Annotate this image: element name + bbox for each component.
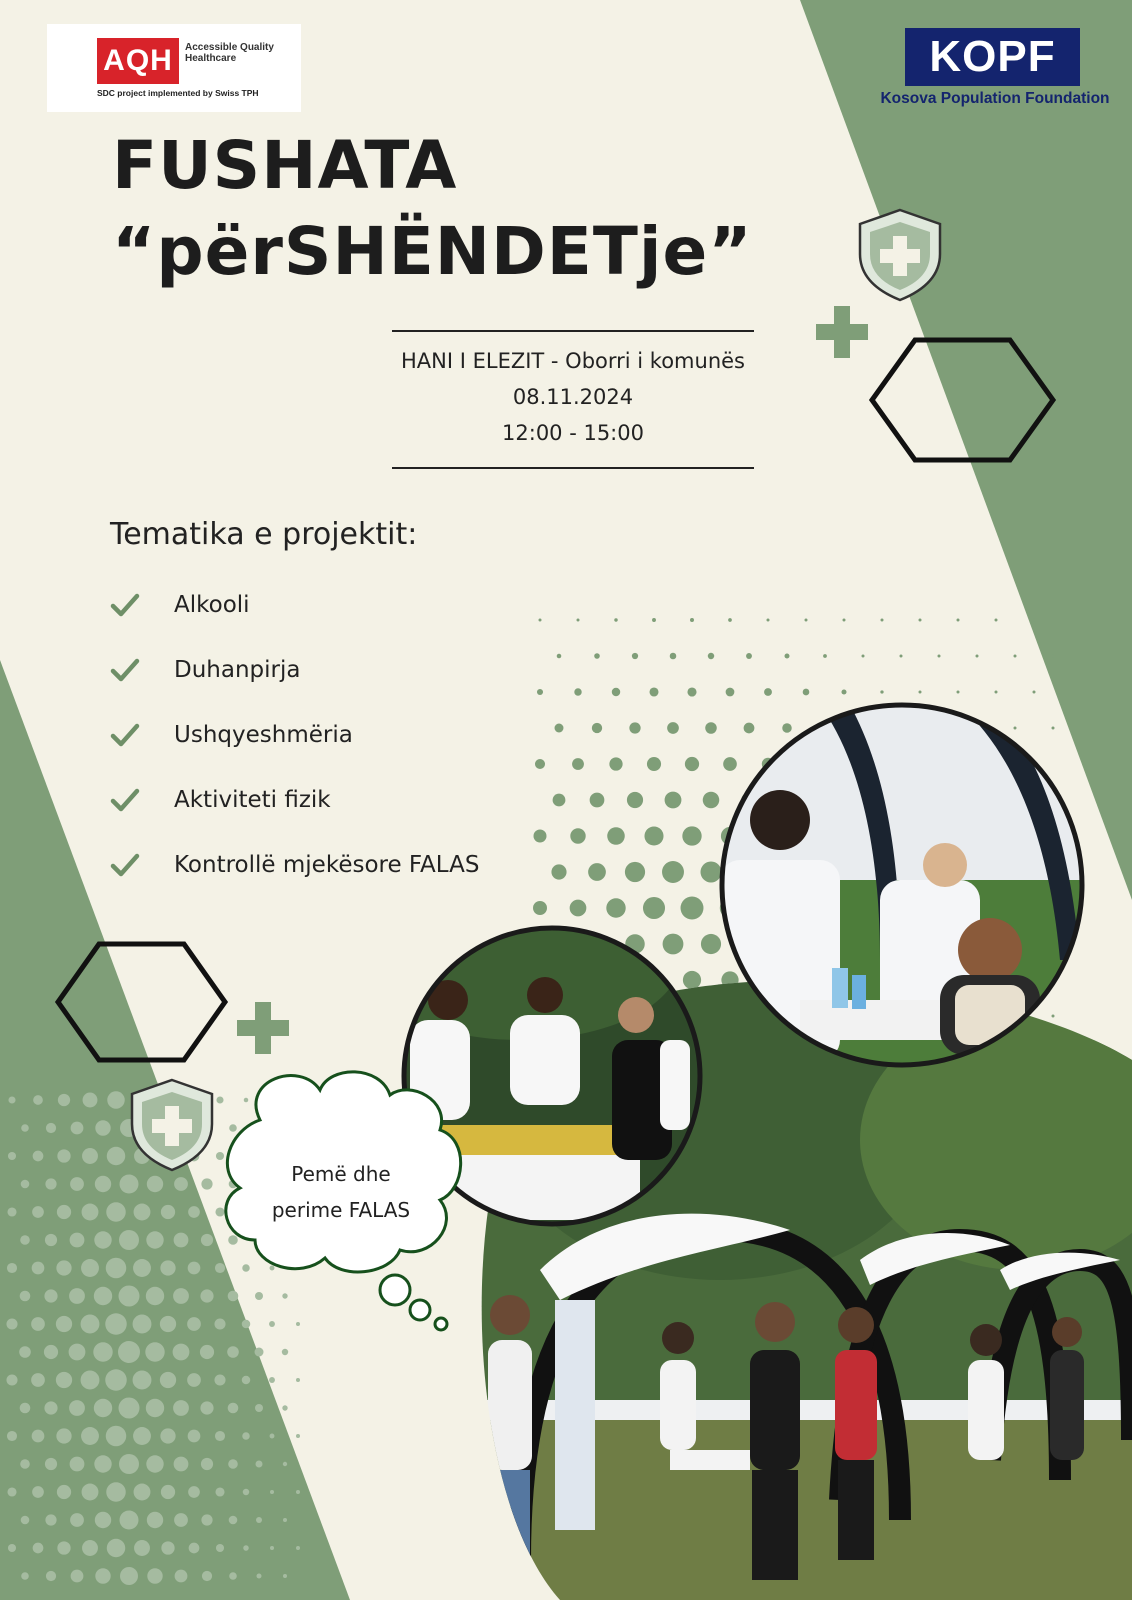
halftone-dot	[670, 653, 677, 660]
halftone-dot	[256, 1517, 262, 1523]
halftone-dot	[708, 653, 714, 659]
halftone-dot	[255, 1404, 263, 1412]
halftone-dot	[134, 1204, 151, 1221]
halftone-dot	[282, 1293, 287, 1298]
halftone-dot	[663, 934, 684, 955]
halftone-dot	[8, 1544, 16, 1552]
halftone-dot	[33, 1543, 44, 1554]
halftone-dot	[662, 861, 684, 883]
halftone-dot	[94, 1399, 112, 1417]
halftone-dot	[283, 1574, 287, 1578]
kopf-logo-name: Kosova Population Foundation	[880, 90, 1110, 107]
halftone-dot	[242, 1264, 250, 1272]
halftone-dot	[70, 1457, 85, 1472]
halftone-dot	[174, 1457, 189, 1472]
halftone-dot	[134, 1540, 150, 1556]
halftone-dot	[588, 863, 606, 881]
halftone-dot	[119, 1454, 139, 1474]
halftone-dot	[609, 757, 622, 770]
halftone-dot	[665, 792, 682, 809]
halftone-dot	[119, 1398, 140, 1419]
halftone-dot	[188, 1206, 200, 1218]
halftone-dot	[69, 1288, 85, 1304]
halftone-dot	[146, 1455, 163, 1472]
halftone-dot	[229, 1516, 238, 1525]
halftone-dot	[283, 1518, 287, 1522]
halftone-dot	[957, 691, 960, 694]
topics-heading: Tematika e projektit:	[110, 517, 418, 552]
topic-item	[110, 588, 590, 628]
halftone-dot	[535, 759, 545, 769]
halftone-dot	[45, 1178, 56, 1189]
halftone-dot	[995, 691, 998, 694]
plus-icon-left	[237, 1002, 289, 1054]
halftone-dot	[160, 1316, 176, 1332]
halftone-dot	[147, 1176, 163, 1192]
halftone-dot	[7, 1487, 16, 1496]
halftone-dot	[81, 1315, 100, 1334]
halftone-dot	[81, 1371, 100, 1390]
halftone-dot	[200, 1345, 214, 1359]
halftone-dot	[187, 1317, 201, 1331]
photo-medical-checkup	[720, 705, 1082, 1070]
halftone-dot	[106, 1482, 126, 1502]
halftone-dot	[1052, 655, 1055, 658]
halftone-dot	[119, 1230, 139, 1250]
halftone-dot	[45, 1234, 57, 1246]
halftone-dot	[647, 757, 661, 771]
check-icon	[110, 720, 140, 750]
halftone-dot	[700, 861, 721, 882]
halftone-dot	[296, 1378, 300, 1382]
halftone-dot	[643, 897, 665, 919]
event-time: 12:00 - 15:00	[502, 421, 644, 445]
halftone-dot	[228, 1459, 238, 1469]
halftone-dot	[33, 1151, 44, 1162]
halftone-dot	[296, 1322, 300, 1326]
halftone-dot	[146, 1287, 164, 1305]
halftone-dot	[919, 691, 922, 694]
halftone-dot	[283, 1462, 287, 1466]
check-icon	[110, 590, 140, 620]
halftone-dot	[880, 690, 883, 693]
halftone-dot	[20, 1403, 31, 1414]
halftone-dot	[146, 1399, 164, 1417]
halftone-dot	[862, 655, 865, 658]
halftone-dot	[805, 619, 808, 622]
halftone-dot	[8, 1096, 15, 1103]
halftone-dot	[174, 1177, 188, 1191]
event-date: 08.11.2024	[512, 385, 634, 409]
halftone-dot	[269, 1377, 275, 1383]
halftone-dot	[1033, 619, 1036, 622]
halftone-dot	[82, 1148, 98, 1164]
halftone-dot	[803, 689, 810, 696]
halftone-dot	[70, 1177, 84, 1191]
halftone-dot	[95, 1568, 110, 1583]
halftone-dot	[105, 1313, 127, 1335]
halftone-dot	[270, 1434, 275, 1439]
halftone-dot	[173, 1400, 189, 1416]
halftone-dot	[216, 1544, 224, 1552]
halftone-dot	[21, 1572, 29, 1580]
halftone-dot	[243, 1545, 249, 1551]
halftone-dot	[6, 1374, 17, 1385]
halftone-dot	[120, 1567, 138, 1585]
halftone-dot	[81, 1259, 99, 1277]
halftone-dot	[282, 1349, 288, 1355]
halftone-dot	[20, 1291, 31, 1302]
aqh-logo	[47, 24, 301, 112]
halftone-dot	[607, 827, 625, 845]
halftone-dot	[82, 1484, 99, 1501]
halftone-dot	[590, 793, 605, 808]
halftone-dot	[629, 722, 640, 733]
halftone-dot	[32, 1206, 44, 1218]
halftone-dot	[82, 1540, 98, 1556]
halftone-dot	[106, 1258, 127, 1279]
divider-top	[392, 330, 754, 332]
halftone-dot	[900, 655, 903, 658]
halftone-dot	[188, 1430, 201, 1443]
halftone-dot	[242, 1432, 250, 1440]
halftone-dot	[147, 1512, 163, 1528]
thought-bubble-text	[246, 1156, 436, 1228]
halftone-dot	[215, 1263, 225, 1273]
halftone-dot	[21, 1124, 29, 1132]
halftone-dot	[70, 1513, 84, 1527]
halftone-dot	[173, 1344, 190, 1361]
halftone-dot	[200, 1401, 213, 1414]
halftone-dot	[161, 1205, 175, 1219]
halftone-dot	[32, 1486, 44, 1498]
halftone-dot	[764, 688, 772, 696]
halftone-dot	[119, 1286, 140, 1307]
halftone-dot	[227, 1346, 239, 1358]
halftone-dot	[215, 1207, 224, 1216]
halftone-dot	[228, 1403, 239, 1414]
topic-item	[110, 848, 590, 888]
halftone-dot	[533, 829, 546, 842]
halftone-dot	[296, 1490, 300, 1494]
halftone-dot	[173, 1288, 189, 1304]
halftone-dot	[160, 1260, 175, 1275]
bubble-text-line-2: perime FALAS	[271, 1198, 411, 1222]
halftone-dot	[44, 1345, 58, 1359]
halftone-dot	[7, 1431, 17, 1441]
halftone-dot	[255, 1348, 264, 1357]
halftone-dot	[703, 792, 720, 809]
halftone-dot	[31, 1317, 45, 1331]
halftone-dot	[161, 1485, 175, 1499]
event-location: HANI I ELEZIT - Oborri i komunës	[401, 349, 745, 373]
halftone-dot	[20, 1459, 30, 1469]
halftone-dot	[57, 1541, 70, 1554]
halftone-dot	[94, 1455, 111, 1472]
halftone-dot	[106, 1426, 127, 1447]
check-icon	[110, 655, 140, 685]
halftone-dot	[269, 1321, 275, 1327]
halftone-dot	[976, 655, 979, 658]
halftone-dot	[94, 1231, 111, 1248]
halftone-dot	[995, 619, 998, 622]
halftone-dot	[133, 1371, 152, 1390]
halftone-dot	[1052, 727, 1055, 730]
halftone-dot	[45, 1514, 56, 1525]
halftone-dot	[133, 1315, 152, 1334]
check-icon	[110, 785, 140, 815]
halftone-dot	[7, 1263, 17, 1273]
halftone-dot	[627, 792, 643, 808]
halftone-dot	[71, 1122, 84, 1135]
halftone-dot	[594, 653, 600, 659]
halftone-dot	[120, 1511, 139, 1530]
halftone-dot	[7, 1207, 16, 1216]
halftone-dot	[94, 1287, 112, 1305]
halftone-dot	[1033, 691, 1036, 694]
halftone-dot	[766, 618, 769, 621]
halftone-dot	[134, 1484, 151, 1501]
topic-label: Aktiviteti fizik	[174, 787, 331, 813]
halftone-dot	[746, 653, 752, 659]
halftone-dot	[95, 1120, 110, 1135]
halftone-dot	[229, 1124, 237, 1132]
halftone-dot	[270, 1266, 275, 1271]
halftone-dot	[919, 619, 922, 622]
halftone-dot	[214, 1374, 225, 1385]
halftone-dot	[200, 1289, 213, 1302]
halftone-dot	[228, 1291, 239, 1302]
halftone-dot	[282, 1405, 287, 1410]
halftone-dot	[625, 862, 645, 882]
halftone-dot	[592, 723, 602, 733]
halftone-dot	[228, 1235, 238, 1245]
halftone-dot	[95, 1176, 111, 1192]
halftone-dot	[201, 1178, 212, 1189]
halftone-dot	[785, 654, 790, 659]
halftone-dot	[33, 1095, 43, 1105]
halftone-dot	[723, 757, 737, 771]
halftone-dot	[6, 1318, 17, 1329]
halftone-dot	[82, 1204, 99, 1221]
check-icon	[110, 850, 140, 880]
halftone-dot	[161, 1541, 174, 1554]
halftone-dot	[1014, 727, 1017, 730]
halftone-dot	[823, 654, 827, 658]
topic-label: Alkooli	[174, 592, 250, 618]
halftone-dot	[257, 1574, 262, 1579]
halftone-dot	[533, 901, 547, 915]
topic-label: Ushqyeshmëria	[174, 722, 353, 748]
halftone-dot	[174, 1513, 188, 1527]
topic-item	[110, 653, 590, 693]
halftone-dot	[201, 1514, 212, 1525]
halftone-dot	[782, 723, 792, 733]
halftone-dot	[215, 1431, 225, 1441]
topic-item	[110, 783, 590, 823]
halftone-dot	[682, 826, 701, 845]
halftone-dot	[938, 655, 941, 658]
halftone-dot	[685, 757, 699, 771]
halftone-dot	[843, 619, 846, 622]
topic-label: Duhanpirja	[174, 657, 301, 683]
halftone-dot	[107, 1091, 125, 1109]
halftone-dot	[244, 1098, 249, 1103]
halftone-dot	[93, 1342, 112, 1361]
halftone-dot	[56, 1428, 71, 1443]
halftone-dot	[56, 1260, 71, 1275]
halftone-dot	[726, 688, 735, 697]
halftone-dot	[83, 1093, 98, 1108]
halftone-dot	[69, 1400, 85, 1416]
halftone-dot	[1014, 655, 1017, 658]
halftone-dot	[690, 618, 694, 622]
aqh-logo-mark: AQH	[97, 38, 179, 84]
halftone-dot	[606, 898, 625, 917]
halftone-dot	[31, 1373, 45, 1387]
halftone-dot	[44, 1401, 57, 1414]
halftone-dot	[216, 1152, 224, 1160]
aqh-logo-name: Accessible Quality Healthcare	[185, 42, 274, 64]
halftone-dot	[69, 1344, 86, 1361]
plus-icon-right	[816, 306, 868, 358]
halftone-dot	[202, 1571, 212, 1581]
halftone-dot	[614, 618, 617, 621]
halftone-dot	[160, 1372, 176, 1388]
halftone-dot	[728, 618, 732, 622]
halftone-dot	[296, 1434, 300, 1438]
halftone-dot	[242, 1376, 251, 1385]
halftone-dot	[8, 1152, 16, 1160]
halftone-dot	[188, 1486, 200, 1498]
topic-item	[110, 718, 590, 758]
halftone-dot	[133, 1427, 151, 1445]
halftone-dot	[106, 1202, 126, 1222]
kopf-logo-mark: KOPF	[905, 28, 1080, 86]
halftone-dot	[70, 1233, 85, 1248]
aqh-logo-subtitle: SDC project implemented by Swiss TPH	[97, 88, 259, 98]
halftone-dot	[118, 1341, 140, 1363]
halftone-dot	[296, 1546, 300, 1550]
halftone-dot	[570, 828, 585, 843]
halftone-dot	[160, 1428, 175, 1443]
halftone-dot	[683, 971, 701, 989]
halftone-dot	[687, 687, 696, 696]
halftone-dot	[21, 1180, 30, 1189]
halftone-dot	[133, 1259, 151, 1277]
halftone-dot	[705, 722, 717, 734]
halftone-dot	[32, 1430, 45, 1443]
halftone-dot	[21, 1516, 30, 1525]
halftone-dot	[81, 1427, 99, 1445]
halftone-dot	[667, 722, 679, 734]
topic-label: Kontrollë mjekësore FALAS	[174, 852, 480, 878]
halftone-dot	[201, 1458, 213, 1470]
bubble-text-line-1: Pemë dhe	[291, 1162, 391, 1186]
halftone-dot	[644, 826, 663, 845]
halftone-dot	[256, 1461, 263, 1468]
halftone-dot	[57, 1205, 71, 1219]
halftone-dot	[215, 1487, 224, 1496]
halftone-dot	[701, 934, 721, 954]
halftone-dot	[105, 1369, 127, 1391]
halftone-dot	[255, 1292, 263, 1300]
halftone-dot	[744, 723, 755, 734]
halftone-dot	[229, 1572, 237, 1580]
halftone-dot	[57, 1149, 70, 1162]
halftone-dot	[201, 1234, 213, 1246]
halftone-dot	[187, 1373, 201, 1387]
halftone-dot	[214, 1318, 225, 1329]
divider-bottom	[392, 467, 754, 469]
halftone-dot	[46, 1123, 56, 1133]
halftone-dot	[32, 1262, 45, 1275]
halftone-dot	[57, 1485, 71, 1499]
halftone-dot	[44, 1289, 57, 1302]
halftone-dot	[120, 1175, 139, 1194]
halftone-dot	[1052, 1015, 1055, 1018]
halftone-dot	[189, 1543, 200, 1554]
halftone-dot	[71, 1570, 84, 1583]
halftone-dot	[841, 689, 846, 694]
halftone-dot	[147, 1568, 162, 1583]
halftone-dot	[652, 618, 656, 622]
halftone-dot	[175, 1570, 188, 1583]
halftone-dot	[612, 688, 620, 696]
halftone-dot	[146, 1231, 163, 1248]
halftone-dot	[58, 1094, 70, 1106]
halftone-dot	[107, 1147, 126, 1166]
halftone-dot	[570, 900, 587, 917]
halftone-dot	[572, 758, 584, 770]
halftone-dot	[216, 1096, 223, 1103]
halftone-dot	[649, 687, 658, 696]
halftone-dot	[188, 1262, 201, 1275]
halftone-dot	[46, 1571, 56, 1581]
halftone-dot	[107, 1539, 126, 1558]
halftone-dot	[957, 619, 960, 622]
halftone-dot	[270, 1546, 274, 1550]
halftone-dot	[95, 1512, 111, 1528]
halftone-dot	[56, 1316, 72, 1332]
halftone-dot	[881, 619, 884, 622]
page-title-line-1: FUSHATA	[112, 127, 458, 204]
halftone-dot	[145, 1342, 164, 1361]
halftone-dot	[19, 1346, 31, 1358]
halftone-dot	[174, 1233, 189, 1248]
halftone-dot	[20, 1235, 30, 1245]
page-title-line-2: “përSHËNDETje”	[112, 213, 753, 290]
halftone-dot	[243, 1489, 250, 1496]
halftone-dot	[56, 1372, 72, 1388]
halftone-dot	[45, 1458, 57, 1470]
halftone-dot	[242, 1320, 251, 1329]
halftone-dot	[681, 897, 704, 920]
halftone-dot	[270, 1490, 274, 1494]
halftone-dot	[632, 653, 638, 659]
